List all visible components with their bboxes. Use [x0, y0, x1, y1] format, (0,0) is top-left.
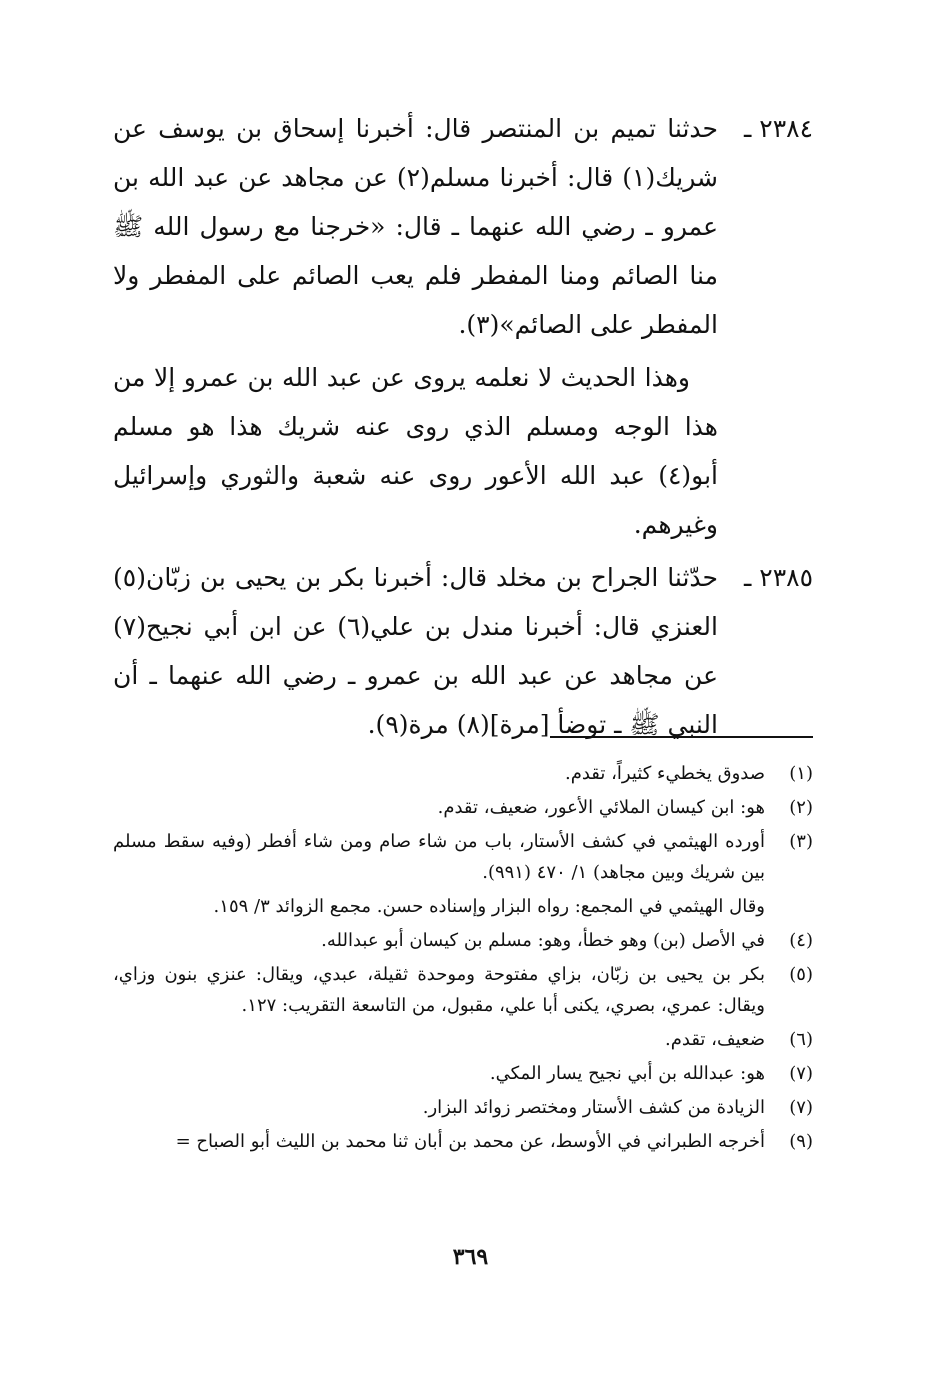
footnote-text: بكر بن يحيى بن زبّان، بزاي مفتوحة وموحدة ثقيلة، عبدي، ويقال: عنزي بنون وزاي، ويقال: عمري، بصري، يكنى أبا علي، مقبول، من التاسعة التقريب: ١٢٧. [113, 964, 765, 1016]
footnote-number: (٥) [789, 964, 813, 985]
footnote-text: في الأصل (بن) وهو خطأ، وهو: مسلم بن كيسان أبو عبدالله. [321, 930, 765, 951]
hadith-entry-2385 [113, 553, 813, 749]
footnote-number: (١) [789, 763, 813, 784]
author-commentary [113, 353, 813, 549]
hadith-entry-2384 [113, 104, 813, 349]
footnote-text: وقال الهيثمي في المجمع: رواه البزار وإسناده حسن. مجمع الزوائد ٣/ ١٥٩. [213, 896, 765, 917]
footnote-number: (٧) [789, 1063, 813, 1084]
footnote-number: (٧) [789, 1097, 813, 1118]
footnote [113, 925, 813, 956]
hadith-text: حدثنا تميم بن المنتصر قال: أخبرنا إسحاق بن يوسف عن شريك(١) قال: أخبرنا مسلم(٢) عن مجاهد عن عبد الله بن عمرو ـ رضي الله عنهما ـ قال: «خرجنا مع رسول الله ﷺ منا الصائم ومنا المفطر فلم يعب الصائم على المفطر ولا المفطر على الصائم»(٣). [113, 114, 718, 339]
footnote-number: (٩) [789, 1131, 813, 1152]
hadith-number: ٢٣٨٥ ـ [744, 563, 813, 592]
footnote [113, 758, 813, 789]
footnote [113, 826, 813, 888]
hadith-number: ٢٣٨٤ ـ [744, 114, 813, 143]
footnote-number: (٢) [789, 797, 813, 818]
footnote [113, 959, 813, 1021]
footnote-text: الزيادة من كشف الأستار ومختصر زوائد البزار. [422, 1097, 765, 1118]
footnote-number: (٣) [789, 831, 813, 852]
footnote-separator [550, 736, 813, 738]
footnote-text: هو: ابن كيسان الملائي الأعور، ضعيف، تقدم. [437, 797, 765, 818]
footnote-text: أخرجه الطبراني في الأوسط، عن محمد بن أبان ثنا محمد بن الليث أبو الصباح = [175, 1131, 765, 1152]
footnote-text: ضعيف، تقدم. [665, 1029, 765, 1050]
hadith-text: حدّثنا الجراح بن مخلد قال: أخبرنا بكر بن يحيى بن زبّان(٥) العنزي قال: أخبرنا مندل بن علي(٦) عن ابن أبي نجيح(٧) عن مجاهد عن عبد الله بن عمرو ـ رضي الله عنهما ـ أن النبي ﷺ ـ توضأ [مرة](٨) مرة(٩). [113, 563, 718, 739]
footnote [113, 1024, 813, 1055]
footnote [113, 1126, 813, 1157]
page-number: ٣٦٩ [452, 1244, 489, 1270]
footnote-number: (٦) [789, 1029, 813, 1050]
footnote-text: أورده الهيثمي في كشف الأستار، باب من شاء صام ومن شاء أفطر (وفيه سقط مسلم بين شريك وبين مجاهد) ١/ ٤٧٠ (٩٩١). [113, 831, 765, 883]
footnote [113, 792, 813, 823]
commentary-text: وهذا الحديث لا نعلمه يروى عن عبد الله بن عمرو إلا من هذا الوجه ومسلم الذي روى عنه شريك هذا هو مسلم أبو(٤) عبد الله الأعور روى عنه شعبة والثوري وإسرائيل وغيرهم. [113, 363, 718, 539]
footnote-number: (٤) [789, 930, 813, 951]
footnote [113, 1058, 813, 1089]
footnote-text: صدوق يخطيء كثيراً، تقدم. [564, 763, 765, 784]
main-text [113, 104, 813, 753]
footnote [113, 1092, 813, 1123]
footnotes [113, 758, 813, 1160]
footnote-continuation [113, 891, 813, 922]
footnote-text: هو: عبدالله بن أبي نجيح يسار المكي. [489, 1063, 765, 1084]
